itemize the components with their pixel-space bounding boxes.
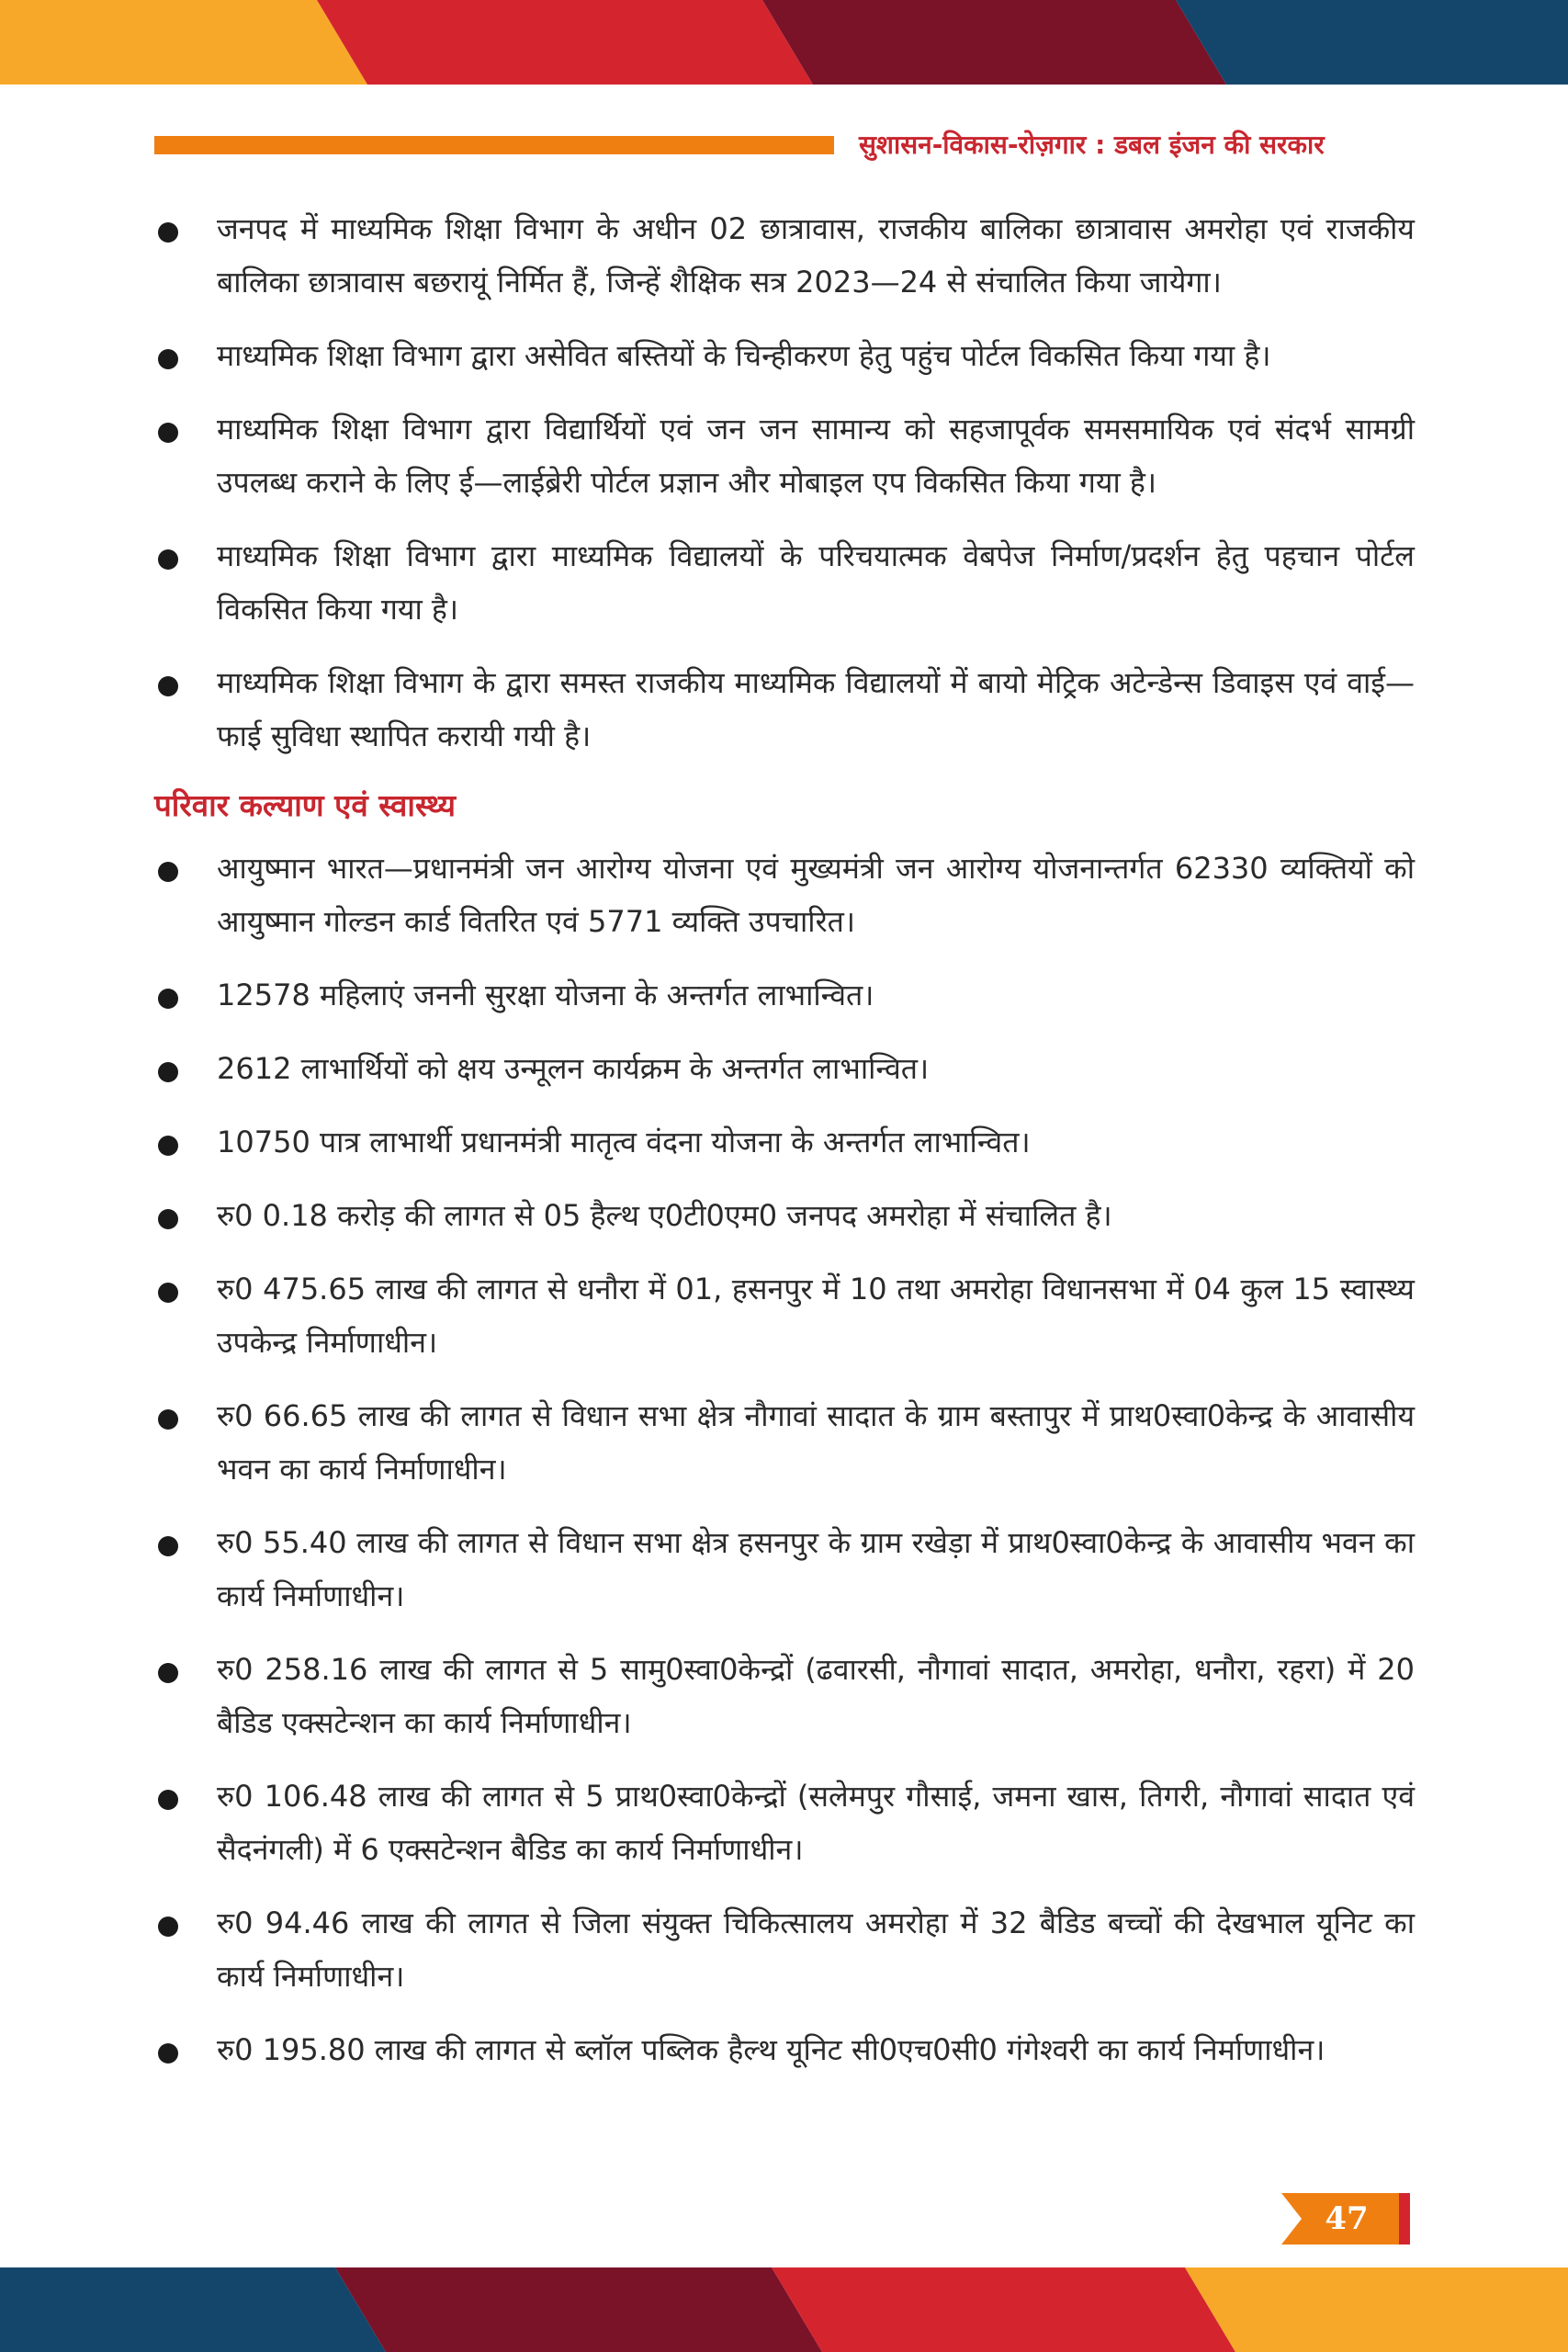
list-item bbox=[154, 842, 1415, 948]
bullet-dot-icon bbox=[158, 1209, 178, 1229]
list-item bbox=[154, 656, 1415, 763]
top-color-band bbox=[0, 0, 1568, 85]
header-rule bbox=[154, 136, 834, 154]
bullet-dot-icon bbox=[158, 676, 178, 696]
health-bullet-list bbox=[154, 842, 1415, 2076]
list-item bbox=[154, 402, 1415, 509]
list-item bbox=[154, 1770, 1415, 1876]
bullet-dot-icon bbox=[158, 1409, 178, 1430]
list-item-text: 10750 पात्र लाभार्थी प्रधानमंत्री मातृत्व वंदना योजना के अन्तर्गत लाभान्वित। bbox=[217, 1125, 1031, 1159]
bottom-color-band bbox=[0, 2267, 1568, 2352]
list-item bbox=[154, 1189, 1415, 1242]
education-bullet-list bbox=[154, 202, 1415, 763]
list-item-text: 12578 महिलाएं जननी सुरक्षा योजना के अन्तर्गत लाभान्वित। bbox=[217, 978, 874, 1012]
bullet-dot-icon bbox=[158, 349, 178, 369]
section-heading: परिवार कल्याण एवं स्वास्थ्य bbox=[154, 787, 457, 823]
bullet-dot-icon bbox=[158, 1663, 178, 1683]
list-item-text: रु0 475.65 लाख की लागत से धनौरा में 01, हसनपुर में 10 तथा अमरोहा विधानसभा में 04 कुल 15 स्वास्थ्य उपकेन्द्र निर्माणाधीन। bbox=[217, 1272, 1415, 1360]
list-item bbox=[154, 1643, 1415, 1749]
list-item bbox=[154, 529, 1415, 636]
bullet-dot-icon bbox=[158, 1917, 178, 1937]
bullet-dot-icon bbox=[158, 989, 178, 1009]
list-item bbox=[154, 1389, 1415, 1496]
list-item-text: रु0 106.48 लाख की लागत से 5 प्राथ0स्वा0केन्द्रों (सलेमपुर गौसाई, जमना खास, तिगरी, नौगावां सादात एवं सैदनंगली) में 6 एक्सटेन्शन बैडिड का कार्य निर्माणाधीन। bbox=[217, 1779, 1415, 1867]
list-item bbox=[154, 968, 1415, 1022]
list-item bbox=[154, 1042, 1415, 1095]
list-item bbox=[154, 329, 1415, 382]
list-item bbox=[154, 1262, 1415, 1369]
list-item bbox=[154, 202, 1415, 309]
list-item-text: माध्यमिक शिक्षा विभाग द्वारा असेवित बस्तियों के चिन्हीकरण हेतु पहुंच पोर्टल विकसित किया गया है। bbox=[217, 338, 1271, 373]
list-item bbox=[154, 1896, 1415, 2003]
list-item-text: रु0 66.65 लाख की लागत से विधान सभा क्षेत्र नौगावां सादात के ग्राम बस्तापुर में प्राथ0स्वा0केन्द्र के आवासीय भवन का कार्य निर्माणाधीन। bbox=[217, 1398, 1415, 1487]
bullet-dot-icon bbox=[158, 1790, 178, 1810]
header-title: सुशासन-विकास-रोज़गार : डबल इंजन की सरकार bbox=[859, 130, 1325, 160]
list-item-text: रु0 258.16 लाख की लागत से 5 सामु0स्वा0केन्द्रों (ढवारसी, नौगावां सादात, अमरोहा, धनौरा, रहरा) में 20 बैडिड एक्सटेन्शन का कार्य निर्माणाधीन। bbox=[217, 1652, 1415, 1740]
bullet-dot-icon bbox=[158, 423, 178, 443]
list-item-text: 2612 लाभार्थियों को क्षय उन्मूलन कार्यक्रम के अन्तर्गत लाभान्वित। bbox=[217, 1051, 930, 1086]
list-item bbox=[154, 1115, 1415, 1169]
bullet-dot-icon bbox=[158, 862, 178, 882]
page-content bbox=[154, 202, 1415, 2097]
list-item-text: माध्यमिक शिक्षा विभाग द्वारा माध्यमिक विद्यालयों के परिचयात्मक वेबपेज निर्माण/प्रदर्शन हेतु पहचान पोर्टल विकसित किया गया है। bbox=[217, 538, 1415, 627]
list-item-text: माध्यमिक शिक्षा विभाग के द्वारा समस्त राजकीय माध्यमिक विद्यालयों में बायो मेट्रिक अटेन्डेन्स डिवाइस एवं वाई—फाई सुविधा स्थापित करायी गयी है। bbox=[217, 665, 1415, 753]
list-item-text: रु0 94.46 लाख की लागत से जिला संयुक्त चिकित्सालय अमरोहा में 32 बैडिड बच्चों की देखभाल यूनिट का कार्य निर्माणाधीन। bbox=[217, 1905, 1415, 1994]
list-item-text: रु0 0.18 करोड़ की लागत से 05 हैल्थ ए0टी0एम0 जनपद अमरोहा में संचालित है। bbox=[217, 1198, 1112, 1233]
bullet-dot-icon bbox=[158, 1283, 178, 1303]
list-item-text: माध्यमिक शिक्षा विभाग द्वारा विद्यार्थियों एवं जन जन सामान्य को सहजापूर्वक समसमायिक एवं संदर्भ सामग्री उपलब्ध कराने के लिए ई—लाईब्रेरी पोर्टल प्रज्ञान और मोबाइल एप विकसित किया गया है। bbox=[217, 412, 1415, 500]
list-item bbox=[154, 1516, 1415, 1623]
bullet-dot-icon bbox=[158, 222, 178, 243]
bullet-dot-icon bbox=[158, 2043, 178, 2064]
list-item-text: आयुष्मान भारत—प्रधानमंत्री जन आरोग्य योजना एवं मुख्यमंत्री जन आरोग्य योजनान्तर्गत 62330 व्यक्तियों को आयुष्मान गोल्डन कार्ड वितरित एवं 5771 व्यक्ति उपचारित। bbox=[217, 851, 1415, 939]
bullet-dot-icon bbox=[158, 1536, 178, 1556]
list-item bbox=[154, 2023, 1415, 2076]
list-item-text: रु0 195.80 लाख की लागत से ब्लॉल पब्लिक हैल्थ यूनिट सी0एच0सी0 गंगेश्वरी का कार्य निर्माणाधीन। bbox=[217, 2032, 1325, 2067]
bullet-dot-icon bbox=[158, 549, 178, 570]
page-number: 47 bbox=[1325, 2200, 1369, 2237]
list-item-text: जनपद में माध्यमिक शिक्षा विभाग के अधीन 02 छात्रावास, राजकीय बालिका छात्रावास अमरोहा एवं राजकीय बालिका छात्रावास बछरायूं निर्मित हैं, जिन्हें शैक्षिक सत्र 2023—24 से संचालित किया जायेगा। bbox=[217, 211, 1415, 300]
bullet-dot-icon bbox=[158, 1136, 178, 1156]
page-number-tab bbox=[1281, 2193, 1410, 2245]
bullet-dot-icon bbox=[158, 1062, 178, 1082]
list-item-text: रु0 55.40 लाख की लागत से विधान सभा क्षेत्र हसनपुर के ग्राम रखेड़ा में प्राथ0स्वा0केन्द्र के आवासीय भवन का कार्य निर्माणाधीन। bbox=[217, 1525, 1415, 1613]
